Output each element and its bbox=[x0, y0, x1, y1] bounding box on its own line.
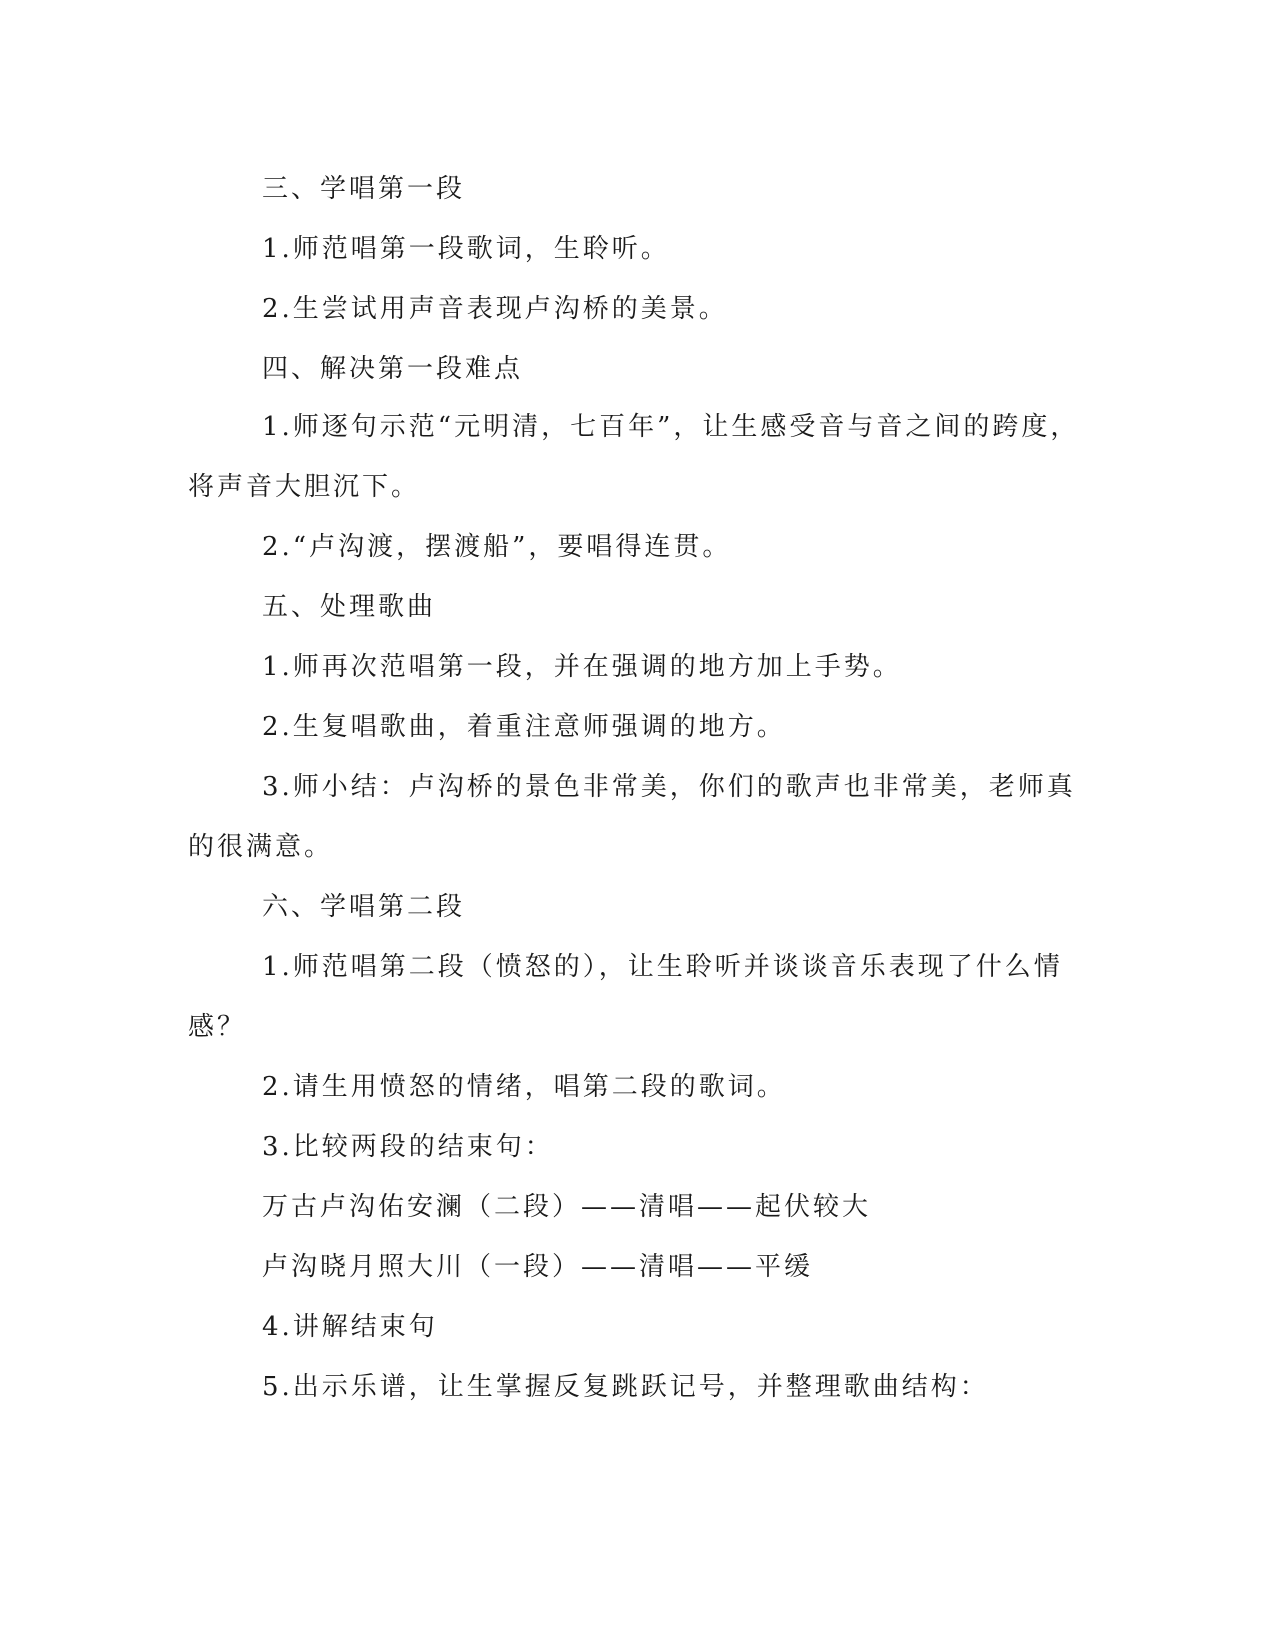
paragraph-line: 1.师再次范唱第一段，并在强调的地方加上手势。 bbox=[262, 652, 902, 682]
paragraph-line: 3.师小结：卢沟桥的景色非常美，你们的歌声也非常美，老师真 bbox=[262, 772, 1076, 802]
section-heading-3: 三、学唱第一段 bbox=[262, 174, 466, 204]
comparison-line: 卢沟晓月照大川（一段）——清唱——平缓 bbox=[262, 1252, 814, 1282]
paragraph-line: 1.师范唱第一段歌词，生聆听。 bbox=[262, 234, 670, 264]
section-heading-4: 四、解决第一段难点 bbox=[262, 354, 524, 384]
paragraph-line-continued: 将声音大胆沉下。 bbox=[188, 472, 421, 502]
paragraph-line-continued: 的很满意。 bbox=[188, 832, 334, 862]
paragraph-line: 2.“卢沟渡，摆渡船”，要唱得连贯。 bbox=[262, 532, 732, 562]
paragraph-line: 1.师范唱第二段（愤怒的），让生聆听并谈谈音乐表现了什么情 bbox=[262, 952, 1063, 982]
paragraph-line-continued: 感？ bbox=[188, 1012, 247, 1042]
comparison-line: 万古卢沟佑安澜（二段）——清唱——起伏较大 bbox=[262, 1192, 872, 1222]
section-heading-5: 五、处理歌曲 bbox=[262, 592, 437, 622]
paragraph-line: 2.请生用愤怒的情绪，唱第二段的歌词。 bbox=[262, 1072, 786, 1102]
paragraph-line: 2.生复唱歌曲，着重注意师强调的地方。 bbox=[262, 712, 786, 742]
paragraph-line: 1.师逐句示范“元明清，七百年”，让生感受音与音之间的跨度， bbox=[262, 412, 1080, 442]
section-heading-6: 六、学唱第二段 bbox=[262, 892, 466, 922]
paragraph-line: 4.讲解结束句 bbox=[262, 1312, 438, 1342]
paragraph-line: 3.比较两段的结束句： bbox=[262, 1132, 554, 1162]
paragraph-line: 2.生尝试用声音表现卢沟桥的美景。 bbox=[262, 294, 728, 324]
paragraph-line: 5.出示乐谱，让生掌握反复跳跃记号，并整理歌曲结构： bbox=[262, 1372, 989, 1402]
